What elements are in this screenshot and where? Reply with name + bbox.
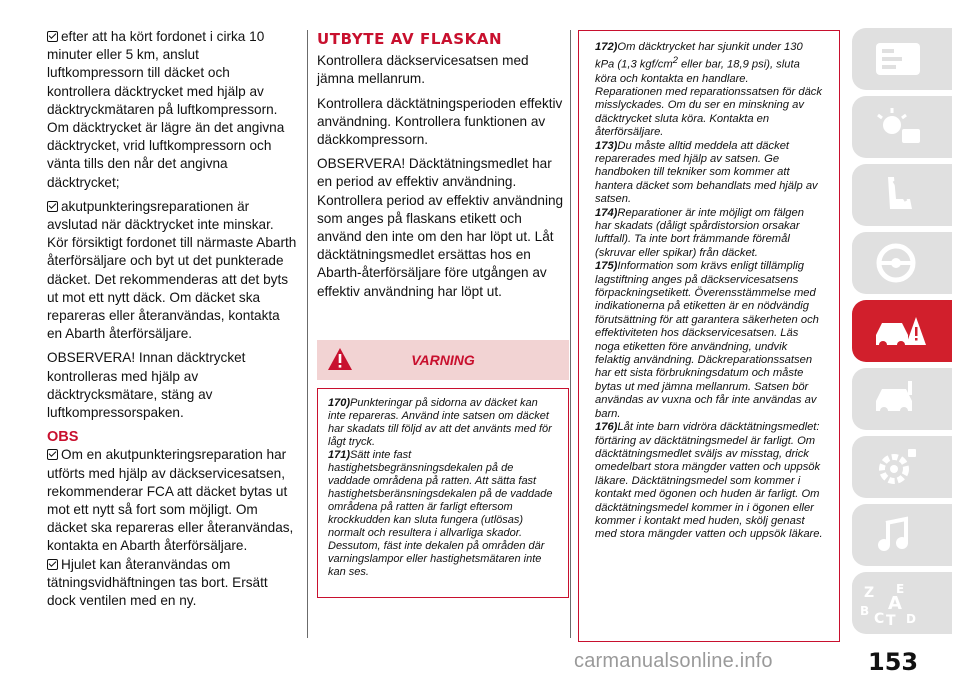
obs-label: OBS [47,429,79,446]
note-172: 172)Om däcktrycket har sjunkit under 130 kPa (1,3 kgf/$cm^2$ eller bar, 18,9 psi), sluta köra och kontakta en handlare. [595,41,803,85]
checkbox-bullet-icon [47,201,58,212]
warning-note-170: 170)Punkteringar på sidorna av däcket kan inte repareras. Använd inte satsen om däcket har skadats till följd av att det använts med för lågt tryck. [328,397,552,448]
note-172-continued: Reparationen med reparationssatsen för däck misslyckades. Om du ser en minskning av däcktrycket sluta köra. Kontakta en återförsäljare. [595,85,822,139]
warning-lights-icon [872,105,924,149]
tab-emergency[interactable] [852,300,952,362]
chapter-tabs [852,28,952,640]
column-left [47,28,297,610]
tab-seat-safety[interactable] [852,164,952,226]
paragraph-obs-reuse: Hjulet kan återanvändas om tätningsvidhäftningen tas bort. Ersätt dock ventilen med en ny. [47,556,268,609]
paragraph-observera-1: OBSERVERA! Innan däcktrycket kontrolleras med hjälp av däcktrycksmätare, stäng av luftkompressorspaken. [47,350,246,421]
column-divider [570,30,571,638]
index-letter: C [874,611,885,627]
tab-warning-lights[interactable] [852,96,952,158]
index-letter: A [888,593,902,614]
maintenance-car-icon [872,377,924,421]
note-175: 175)Information som krävs enligt tillämplig lagstiftning anges på däckservicesatsens förpackningsetikett. Överensstämmelse med indikationerna på etiketten är en nödvändig förutsättning för att garantera säkerheten och effektiviteten hos däckservicesatsen. Läs noga etiketten före användning, undvik felaktig användning. Däckreparationssatsen har ett sista förbrukningsdatum och måste bytas ut med jämna mellanrum. Satsen bör användas av vuxna och får inte användas av barn. [595,260,819,420]
page-number: 153 [868,648,919,676]
index-letter: T [886,613,896,627]
emergency-car-icon [872,309,928,353]
paragraph-check-kit: Kontrollera däckservicesatsen med jämna mellanrum. [317,53,529,87]
paragraph-obs-replace: Om en akutpunkteringsreparation har utförts med hjälp av däckservicesatsen, rekommenderar FCA att däcket bytas ut mot ett nytt så fort som möjligt. Om däcket ska repareras eller återanvändas, kontakta en Abarth återförsäljare. [47,447,294,554]
multimedia-icon [872,513,924,557]
note-176: 176)Låt inte barn vidröra däcktätningsmedlet: förtäring av däcktätningsmedel är farligt. Om däcktätningsmedlet sväljs av misstag, drick omedelbart stora mängder vatten och uppsök läkare. Däcktätningsmedel som kommer i kontakt med ögonen och huden är farligt. Om däcktätningsmedel kommer in i ögonen eller kommer i kontakt med huden, skölj genast med stora mängder vatten och uppsök läkare. [595,421,823,541]
watermark-text: carmanualsonline.info [574,650,773,672]
column-middle [317,30,567,307]
paragraph-step-check-pressure: efter att ha kört fordonet i cirka 10 minuter eller 5 km, anslut luftkompressorn till däcket och kontrollera däcktrycket med hjälp av däcktryckmätaren på luftkompressorn. Om däcktrycket är lägre än det angivna däcktrycket, vrid luftkompressorn och vänta tills den når det angivna däcktrycket; [47,29,285,190]
technical-data-icon [872,445,924,489]
steering-wheel-icon [872,241,924,285]
checkbox-bullet-icon [47,31,58,42]
note-174: 174)Reparationer är inte möjligt om fälgen har skadats (dåligt spårdistorsion orsakar luftfall). Ta inte bort främmande föremål (skruvar eller spikar) från däcket. [595,206,804,259]
index-letters-icon [858,579,922,627]
tab-steering-wheel[interactable] [852,232,952,294]
tab-index[interactable] [852,572,952,634]
checkbox-bullet-icon [47,449,58,460]
index-letter: E [896,582,905,596]
index-letter: D [906,612,916,626]
seat-safety-icon [872,173,924,217]
tab-dashboard[interactable] [852,28,952,90]
dashboard-info-icon [872,37,924,81]
section-heading: UTBYTE AV FLASKAN [317,30,503,48]
paragraph-check-period: Kontrollera däcktätningsperioden effektiv användning. Kontrollera funktionen av däckkompressorn. [317,95,563,148]
column-right-notes [578,30,840,642]
index-letter: B [860,604,870,618]
tab-multimedia[interactable] [852,504,952,566]
checkbox-bullet-icon [47,559,58,570]
tab-technical-data[interactable] [852,436,952,498]
warning-body [317,388,569,598]
warning-box [317,340,569,598]
paragraph-observera-2: OBSERVERA! Däcktätningsmedlet har en period av effektiv användning. Kontrollera period av effektiv användning som anges på flaskans etikett och använd den inte om den har löpt ut. Låt däcktätningsmedlet ersättas hos en Abarth-återförsäljare före utgången av effektiv användning har löpt ut. [317,156,564,299]
warning-note-171: 171)Sätt inte fast hastighetsbegränsningsdekalen på de vaddade områdena på ratten. Att sätta fast hastighetsberänsningsdekalen på de vaddade områdena på ratten är farligt eftersom krockkudden kan sluta fungera (utlösas) normalt och resultera i allvarliga skador. Dessutom, fäst inte dekalen på områden där varningslampor eller hastighetsmätaren inte kan ses. [328,449,553,578]
paragraph-step-repair-complete: akutpunkteringsreparationen är avslutad när däcktrycket inte minskar. Kör försiktigt fordonet till närmaste Abarth återförsäljare och byt ut det punkterade däcket. Det rekommenderas att det byts ut mot ett nytt däck. Om däcket ska repareras eller återanvändas, kontakta en Abarth återförsäljare. [47,198,297,342]
tab-maintenance[interactable] [852,368,952,430]
column-divider [307,30,308,638]
note-173: 173)Du måste alltid meddela att däcket reparerades med hjälp av satsen. Ge handboken till tekniker som kommer att hantera däcket som behandlats med hjälp av satsen. [595,139,818,206]
index-letter: Z [864,585,875,601]
warning-header [317,340,569,380]
warning-title: VARNING [411,352,475,368]
